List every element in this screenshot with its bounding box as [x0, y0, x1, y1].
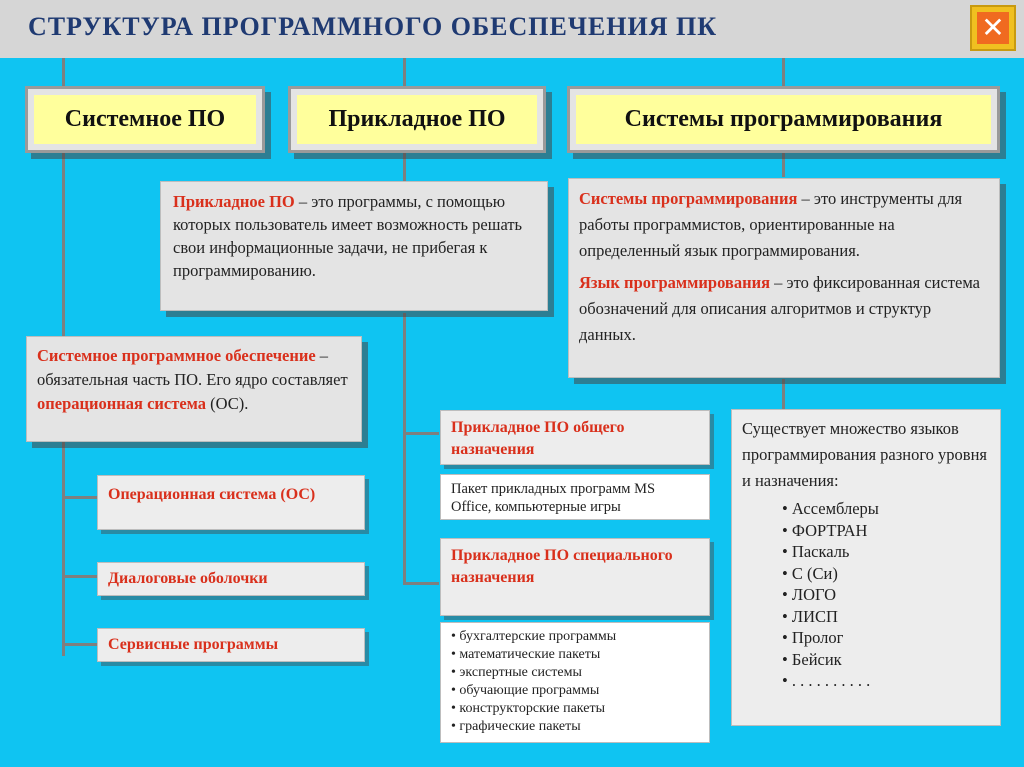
system-software-label: Системное ПО	[34, 95, 256, 144]
connector-line	[403, 582, 439, 585]
programming-definition-box	[568, 178, 1000, 378]
system-definition-tail: (ОС).	[206, 394, 249, 413]
connector-line	[782, 58, 785, 86]
system-term: Системное программное обеспечение	[37, 346, 316, 365]
page-title: СТРУКТУРА ПРОГРАММНОГО ОБЕСПЕЧЕНИЯ ПК	[28, 12, 718, 41]
programming-systems-term: Системы программирования	[579, 189, 798, 208]
list-item: • бухгалтерские программы	[451, 629, 617, 644]
programming-systems-text: – это инструменты для работы программистов, ориентированные на определенный язык программирования.	[579, 189, 963, 260]
languages-list	[782, 498, 990, 692]
connector-line	[62, 58, 65, 86]
system-item-label: Диалоговые оболочки	[108, 570, 268, 587]
close-button[interactable]	[970, 5, 1016, 51]
list-item: • ФОРТРАН	[782, 520, 868, 540]
connector-line	[403, 58, 406, 86]
connector-line	[62, 496, 98, 499]
connector-line	[782, 379, 785, 409]
applied-definition-text: – это программы, с помощью которых пользователь имеет возможность решать свои информационные задачи, не прибегая к программированию.	[173, 192, 523, 280]
list-item: • . . . . . . . . . .	[782, 671, 871, 690]
system-item-utilities[interactable]	[97, 628, 365, 662]
system-definition-text: – обязательная часть ПО. Его ядро составляет	[37, 346, 348, 389]
connector-line	[782, 151, 785, 177]
applied-general-note-text: Пакет прикладных программ MS Office, компьютерные игры	[451, 481, 656, 515]
close-icon: ✕	[977, 12, 1009, 44]
language-text: – это фиксированная система обозначений для описания алгоритмов и структур данных.	[579, 273, 981, 344]
applied-software-box[interactable]	[288, 86, 546, 153]
list-item: • экспертные системы	[451, 665, 582, 680]
system-item-os[interactable]	[97, 475, 365, 530]
applied-special-box[interactable]	[440, 538, 710, 616]
applied-special-list	[440, 622, 710, 743]
list-item: • Ассемблеры	[782, 499, 879, 518]
applied-special-title: Прикладное ПО специального назначения	[451, 547, 673, 586]
list-item: • математические пакеты	[451, 647, 601, 662]
connector-line	[62, 643, 98, 646]
connector-line	[62, 575, 98, 578]
header-bar	[0, 0, 1024, 58]
special-software-list	[451, 628, 699, 736]
list-item: • Пролог	[782, 628, 844, 647]
system-item-label: Операционная система (ОС)	[108, 486, 316, 503]
system-item-label: Сервисные программы	[108, 636, 279, 653]
programming-systems-box[interactable]	[567, 86, 1000, 153]
os-term: операционная система	[37, 394, 207, 413]
applied-general-note	[440, 474, 710, 520]
connector-line	[403, 313, 406, 585]
language-definition	[579, 270, 989, 348]
list-item: • графические пакеты	[451, 719, 581, 734]
applied-term: Прикладное ПО	[173, 192, 295, 211]
programming-definition	[579, 186, 989, 264]
applied-general-box[interactable]	[440, 410, 710, 465]
applied-definition-box	[160, 181, 548, 311]
languages-box	[731, 409, 1001, 726]
list-item: • ЛИСП	[782, 606, 838, 626]
connector-line	[403, 432, 439, 435]
system-software-box[interactable]	[25, 86, 265, 153]
list-item: • конструкторские пакеты	[451, 701, 605, 716]
applied-software-label: Прикладное ПО	[297, 95, 537, 144]
list-item: • Паскаль	[782, 542, 850, 561]
programming-systems-label: Системы программирования	[576, 95, 991, 144]
connector-line	[403, 151, 406, 184]
language-term: Язык программирования	[579, 273, 771, 292]
list-item: • ЛОГО	[782, 585, 837, 604]
applied-general-title: Прикладное ПО общего назначения	[451, 419, 625, 458]
list-item: • С (Си)	[782, 563, 838, 583]
system-item-shells[interactable]	[97, 562, 365, 596]
system-definition-box	[26, 336, 362, 442]
list-item: • обучающие программы	[451, 683, 600, 698]
languages-intro: Существует множество языков программирования разного уровня и назначения:	[742, 419, 988, 490]
list-item: • Бейсик	[782, 649, 842, 669]
